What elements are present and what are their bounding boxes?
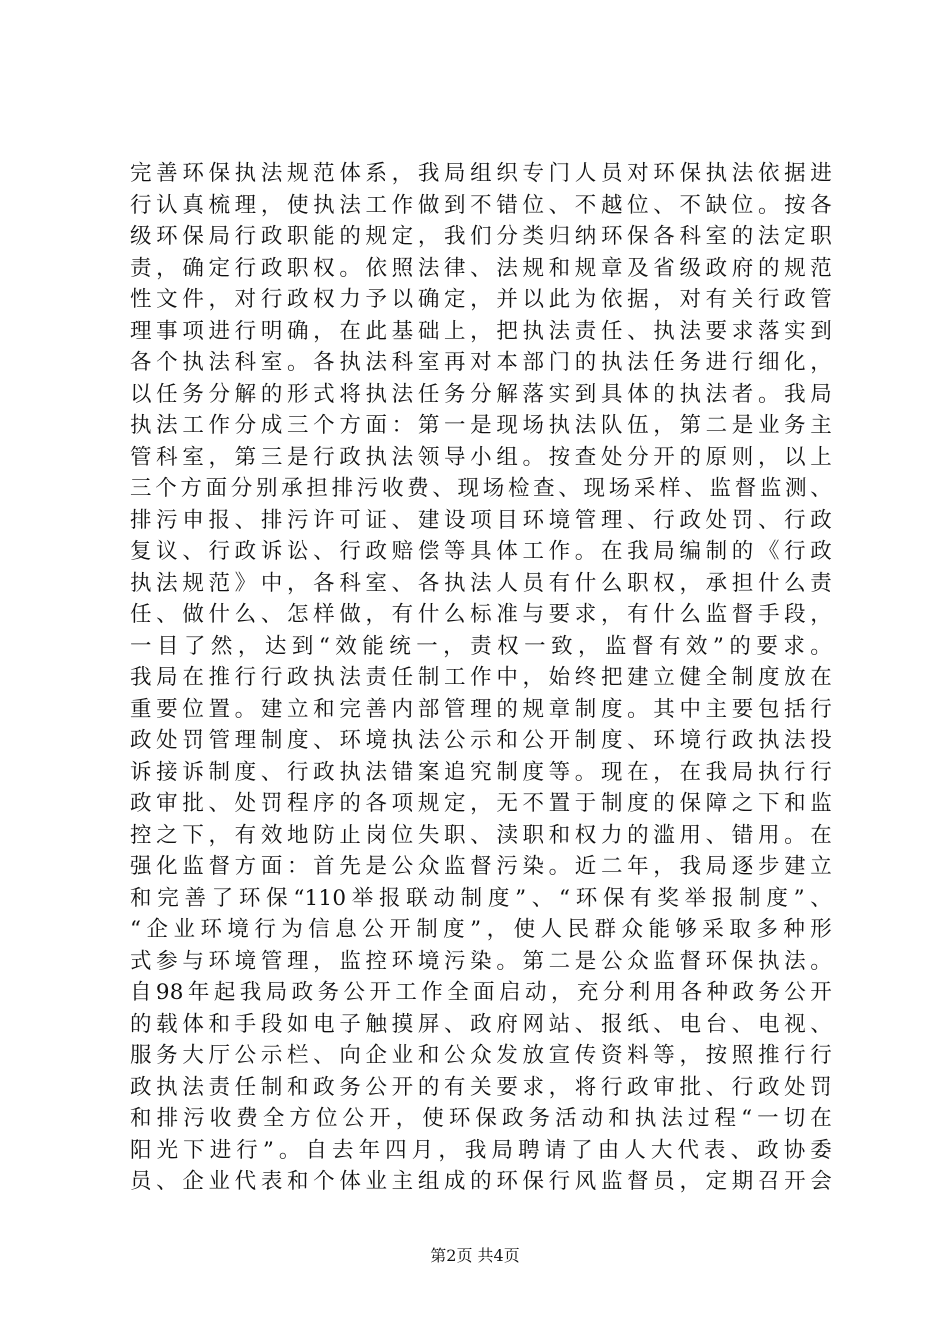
text-line: 级环保局行政职能的规定，我们分类归纳环保各科室的法定职 (130, 224, 832, 249)
text-line: 自98年起我局政务公开工作全面启动，充分利用各种政务公开 (130, 980, 832, 1005)
text-line: 员、企业代表和个体业主组成的环保行风监督员，定期召开会 (130, 1169, 832, 1194)
text-line: 政处罚管理制度、环境执法公示和公开制度、环境行政执法投 (130, 728, 832, 753)
text-line: 以任务分解的形式将执法任务分解落实到具体的执法者。我局 (130, 381, 832, 407)
text-line: 服务大厅公示栏、向企业和公众发放宣传资料等，按照推行行 (130, 1043, 832, 1068)
text-line: 行认真梳理，使执法工作做到不错位、不越位、不缺位。按各 (130, 192, 832, 218)
text-line: 执法工作分成三个方面：第一是现场执法队伍，第二是业务主 (130, 413, 832, 438)
text-line: 和排污收费全方位公开，使环保政务活动和执法过程“一切在 (130, 1106, 832, 1131)
text-line: 三个方面分别承担排污收费、现场检查、现场采样、监督监测、 (130, 476, 832, 501)
body-paragraph (130, 158, 832, 1198)
text-line: 强化监督方面：首先是公众监督污染。近二年，我局逐步建立 (130, 854, 832, 879)
text-line: 各个执法科室。各执法科室再对本部门的执法任务进行细化， (130, 350, 832, 375)
text-line: 理事项进行明确，在此基础上，把执法责任、执法要求落实到 (130, 318, 832, 344)
text-line: 执法规范》中，各科室、各执法人员有什么职权，承担什么责 (130, 570, 832, 596)
text-line: 政审批、处罚程序的各项规定，无不置于制度的保障之下和监 (130, 791, 832, 816)
text-line: 任、做什么、怎样做，有什么标准与要求，有什么监督手段， (130, 602, 832, 627)
text-line: 式参与环境管理，监控环境污染。第二是公众监督环保执法。 (130, 948, 832, 974)
text-line: 控之下，有效地防止岗位失职、渎职和权力的滥用、错用。在 (130, 822, 832, 848)
text-line: 我局在推行行政执法责任制工作中，始终把建立健全制度放在 (130, 665, 832, 690)
text-line: 和完善了环保“110举报联动制度”、“环保有奖举报制度”、 (130, 885, 832, 911)
text-line: 一目了然，达到“效能统一，责权一致，监督有效”的要求。 (130, 633, 832, 659)
page-footer: 第2页 共4页 (430, 1246, 520, 1265)
text-line: 诉接诉制度、行政执法错案追究制度等。现在，在我局执行行 (130, 759, 832, 785)
text-line: 复议、行政诉讼、行政赔偿等具体工作。在我局编制的《行政 (130, 539, 832, 564)
text-line: 阳光下进行”。自去年四月，我局聘请了由人大代表、政协委 (130, 1137, 832, 1163)
text-line: 重要位置。建立和完善内部管理的规章制度。其中主要包括行 (130, 696, 832, 722)
text-line: 性文件，对行政权力予以确定，并以此为依据，对有关行政管 (130, 287, 832, 312)
text-line: “企业环境行为信息公开制度”，使人民群众能够采取多种形 (130, 917, 832, 942)
text-line: 政执法责任制和政务公开的有关要求，将行政审批、行政处罚 (130, 1074, 832, 1100)
text-line: 管科室，第三是行政执法领导小组。按查处分开的原则，以上 (130, 444, 832, 470)
text-line: 完善环保执法规范体系，我局组织专门人员对环保执法依据进 (130, 161, 832, 186)
text-line: 的载体和手段如电子触摸屏、政府网站、报纸、电台、电视、 (130, 1011, 832, 1037)
text-line: 责，确定行政职权。依照法律、法规和规章及省级政府的规范 (130, 255, 832, 281)
text-line: 排污申报、排污许可证、建设项目环境管理、行政处罚、行政 (130, 507, 832, 533)
